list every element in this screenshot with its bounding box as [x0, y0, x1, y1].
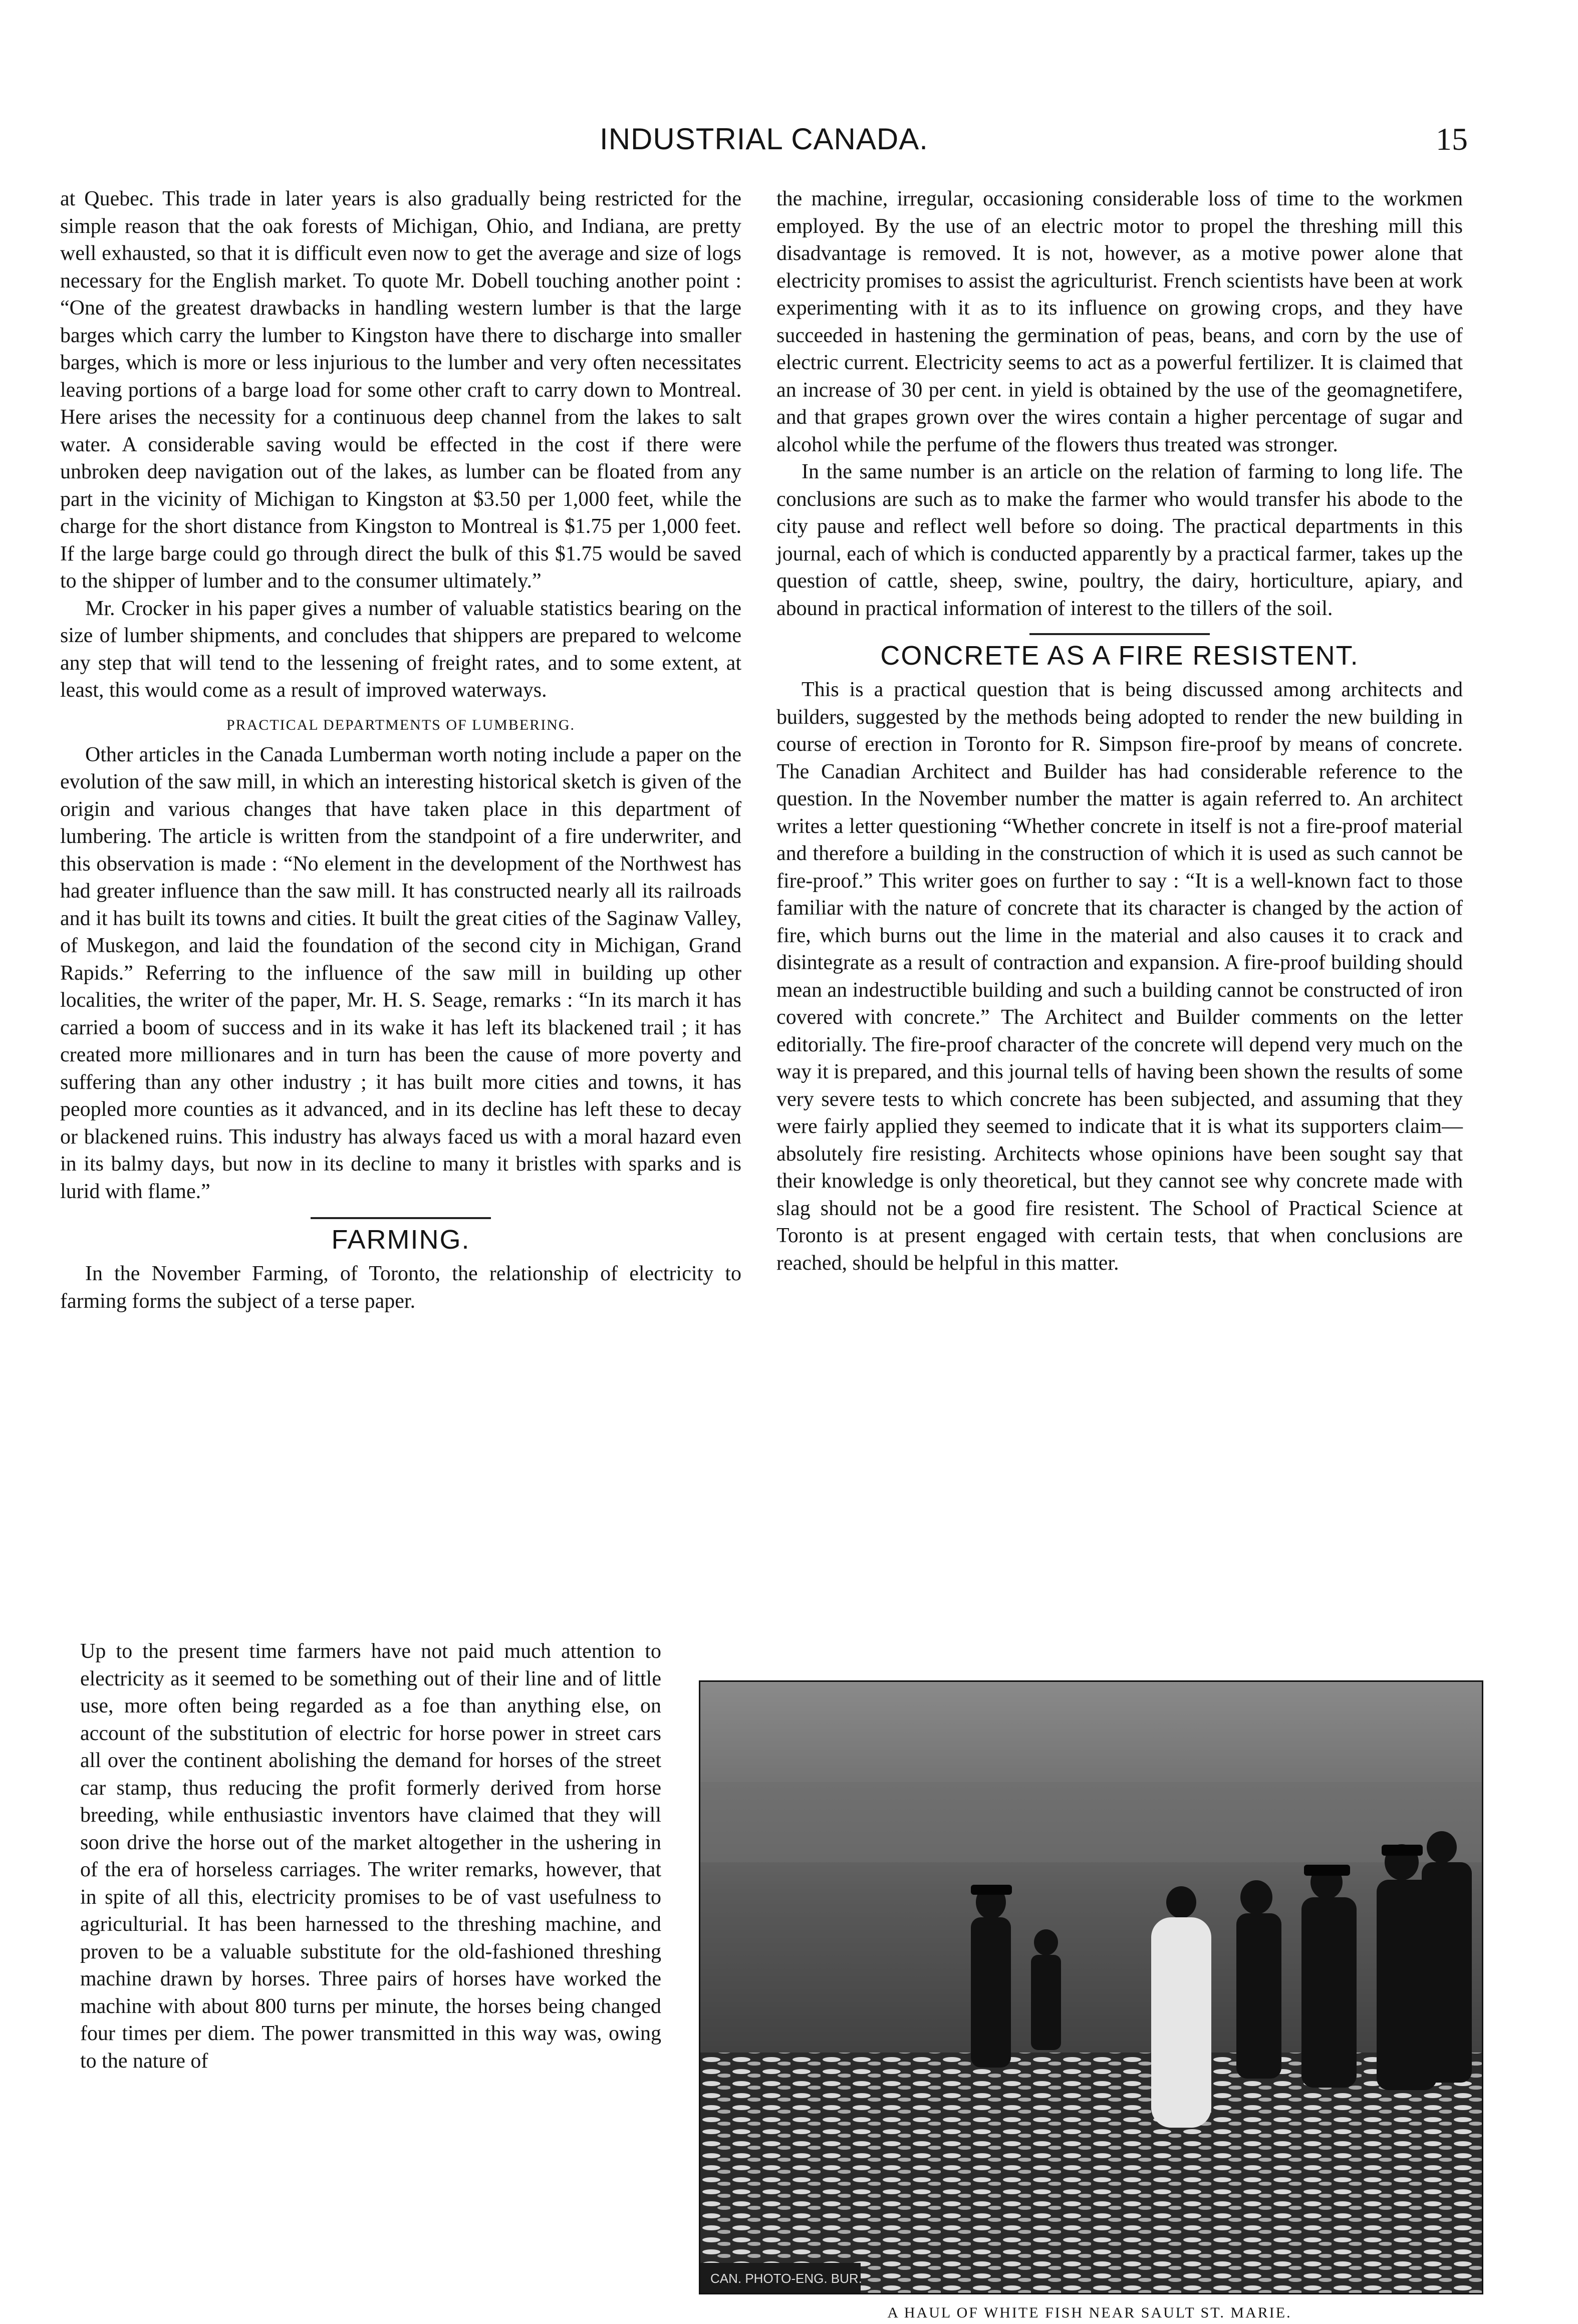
section-divider	[311, 1217, 491, 1219]
article-paragraph: the machine, irregular, occasioning considerable loss of time to the workmen employed. By the use of an electric motor to propel the threshing mill this disadvantage is removed. It is not, however, as a motive power alone that electricity promises to assist the agriculturist. French scientists have been at work experimenting with it as to its influence on growing crops, and they have succeeded in hastening the germination of peas, beans, and corn by the use of electric current. Electricity seems to act as a powerful fertilizer. It is claimed that an increase of 30 per cent. in yield is obtained by the use of the geomagnetifere, and that grapes grown over the wires contain a higher percentage of sugar and alcohol while the perfume of the flowers thus treated was stronger.	[776, 187, 1463, 456]
left-column	[60, 185, 741, 1315]
photo-caption: A HAUL OF WHITE FISH NEAR SAULT ST. MARIE.	[887, 2304, 1292, 2321]
section-title-concrete: CONCRETE AS A FIRE RESISTENT.	[880, 641, 1359, 671]
right-column	[776, 185, 1463, 1277]
section-divider	[1029, 633, 1210, 635]
article-paragraph: Mr. Crocker in his paper gives a number of valuable statistics bearing on the size of lumber shipments, and concludes that shippers are prepared to welcome any step that will tend to the lessening of freight rates, and to some extent, at least, this would come as a result of improved waterways.	[60, 597, 741, 702]
article-paragraph: In the November Farming, of Toronto, the relationship of electricity to farming forms the subject of a terse paper.	[60, 1262, 741, 1313]
running-head-title: INDUSTRIAL CANADA.	[600, 122, 928, 156]
fish-haul-photo	[699, 1680, 1483, 2294]
article-paragraph: This is a practical question that is being discussed among architects and builders, suggested by the methods being adopted to render the new building in course of erection in Toronto for R. Simpson fire-proof by means of concrete. The Canadian Architect and Builder has had considerable reference to the question. In the November number the matter is again referred to. An architect writes a letter questioning “Whether concrete in itself is not a fire-proof material and therefore a building in the construction of which it is used as such cannot be fire-proof.” This writer goes on further to say : “It is a well-known fact to those familiar with the nature of concrete that its character is changed by the action of fire, which burns out the lime in the material and also causes it to crack and disintegrate as a result of contraction and expansion. A fire-proof building should mean an indestructible building and such a building cannot be constructed of iron covered with concrete.” The Architect and Builder comments on the letter editorially. The fire-proof character of the concrete will depend very much on the way it is prepared, and this journal tells of having been shown the results of some very severe tests to which concrete has been subjected, and assuming that they were fairly applied they seemed to indicate that it is what its supporters claim—absolutely fire resisting. Architects whose opinions have been sought say that their knowledge is only theoretical, but they cannot see why concrete made with slag should not be a good fire resistent. The School of Practical Science at Toronto is at present engaged with certain tests, that when conclusions are reached, should be helpful in this matter.	[776, 678, 1463, 1275]
page-header	[0, 119, 1578, 179]
article-paragraph: at Quebec. This trade in later years is also gradually being restricted for the simple reason that the oak forests of Michigan, Ohio, and Indiana, are pretty well exhausted, so that it is difficult even now to get the average and size of logs necessary for the English market. To quote Mr. Dobell touching another point : “One of the greatest drawbacks in handling western lumber is that the large barges which carry the lumber to Kingston have there to discharge into smaller barges, which is more or less injurious to the lumber and very often necessitates leaving portions of a barge load for some other craft to carry down to Montreal. Here arises the necessity for a continuous deep channel from the lakes to salt water. A considerable saving would be effected in the cost if there were unbroken deep navigation out of the lakes, as lumber can be floated from any part in the vicinity of Michigan to Kingston at $3.50 per 1,000 feet, while the charge for the short distance from Kingston to Montreal is $1.75 per 1,000 feet. If the large barge could go through direct the bulk of this $1.75 would be saved to the shipper of lumber and to the consumer ultimately.”	[60, 187, 741, 593]
page-number: 15	[1436, 121, 1468, 157]
article-paragraph: Other articles in the Canada Lumberman worth noting include a paper on the evolution of the saw mill, in which an interesting historical sketch is given of the origin and various changes that have taken place in this department of lumbering. The article is written from the standpoint of a fire underwriter, and this observation is made : “No element in the development of the Northwest has had greater influence than the saw mill. It has constructed nearly all its railroads and it has built its towns and cities. It built the great cities of the Saginaw Valley, of Muskegon, and laid the foundation of the second city in Michigan, Grand Rapids.” Referring to the influence of the saw mill in building up other localities, the writer of the paper, Mr. H. S. Seage, remarks : “In its march it has carried a boom of success and in its wake it has left its blackened trail ; it has created more millionares and in turn has been the cause of more poverty and suffering than any other industry ; it has built more cities and towns, it has peopled more counties as it advanced, and in its decline has left these to decay or blackened ruins. This industry has always faced us with a moral hazard even in its balmy days, but now in its decline to many it bristles with sparks and is lurid with flame.”	[60, 743, 741, 1203]
article-paragraph: In the same number is an article on the relation of farming to long life. The conclusions are such as to make the farmer who would transfer his abode to the city pause and reflect well before so doing. The practical departments in this journal, each of which is conducted apparently by a practical farmer, takes up the question of cattle, sheep, swine, poultry, the dairy, horticulture, apiary, and abound in practical information of interest to the tillers of the soil.	[776, 460, 1463, 620]
photo-illustration	[700, 1682, 1482, 2293]
farming-narrow-column	[80, 1638, 661, 2075]
article-paragraph: Up to the present time farmers have not paid much attention to electricity as it seemed to be something out of their line and of little use, more often being regarded as a foe than anything else, on account of the substitution of electric for horse power in street cars all over the continent abolishing the demand for horses of the street car stamp, thus reducing the profit formerly derived from horse breeding, while enthusiastic inventors have claimed that they will soon drive the horse out of the market altogether in the ushering in of the era of horseless carriages. The writer remarks, however, that in spite of all this, electricity promises to be of vast usefulness to agriculturial. It has been harnessed to the threshing machine, and proven to be a valuable substitute for the old-fashioned threshing machine drawn by horses. Three pairs of horses have worked the machine with about 800 turns per minute, the horses being changed four times per diem. The power transmitted in this way was, owing to the nature of	[80, 1640, 661, 2073]
photo-credit: CAN. PHOTO-ENG. BUR.	[710, 2271, 862, 2286]
section-title-farming: FARMING.	[331, 1225, 470, 1255]
section-subhead: PRACTICAL DEPARTMENTS OF LUMBERING.	[226, 716, 576, 733]
